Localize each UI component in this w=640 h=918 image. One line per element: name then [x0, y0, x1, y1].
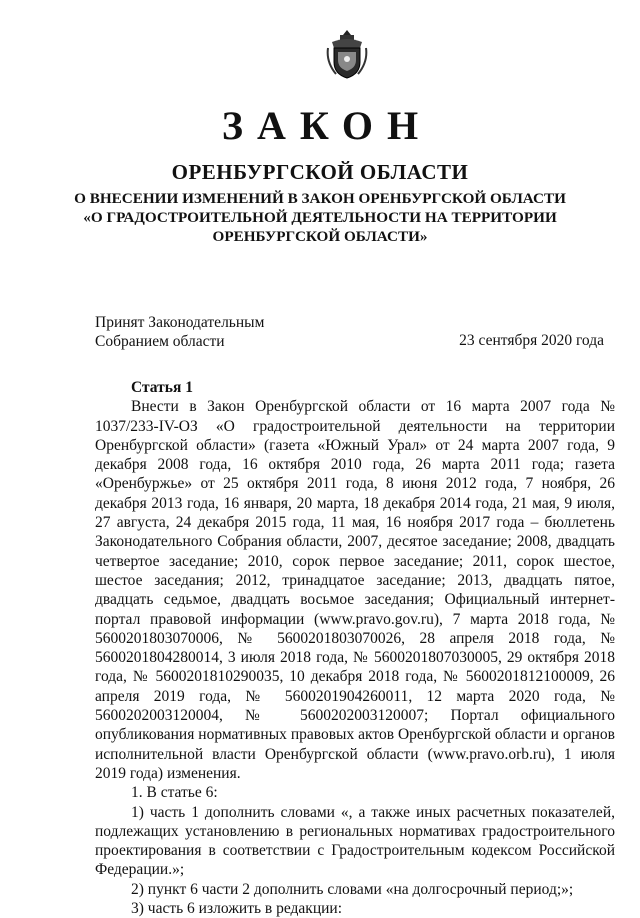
adoption-date: 23 сентября 2020 года: [459, 332, 604, 349]
point-1: 1. В статье 6:: [131, 784, 218, 802]
adoption-line: Принят Законодательным: [95, 314, 265, 331]
law-body: [95, 378, 615, 918]
document-type-title: ЗАКОН: [221, 103, 433, 148]
law-subtitle: [60, 189, 580, 246]
article-heading: Статья 1: [131, 379, 193, 396]
adoption-line: Собранием области: [95, 333, 225, 350]
subpoint-1: 1) часть 1 дополнить словами «, а также иных расчетных показателей, подлежащих установлению в региональных нормативах градостроительного проектирования в соответствии с Градостроительным кодексом Российской Федерации.»;: [95, 803, 615, 879]
adoption-note: [95, 313, 264, 351]
subtitle-line: ОРЕНБУРГСКОЙ ОБЛАСТИ»: [212, 228, 428, 245]
coat-of-arms-icon: [326, 28, 368, 82]
subpoint-2: 2) пункт 6 части 2 дополнить словами «на долгосрочный период;»;: [131, 880, 574, 898]
subtitle-line: О ВНЕСЕНИИ ИЗМЕНЕНИЙ В ЗАКОН ОРЕНБУРГСКОЙ ОБЛАСТИ: [74, 190, 566, 207]
subpoint-3: 3) часть 6 изложить в редакции:: [131, 900, 343, 918]
subtitle-line: «О ГРАДОСТРОИТЕЛЬНОЙ ДЕЯТЕЛЬНОСТИ НА ТЕРРИТОРИИ: [83, 209, 557, 226]
article-intro-paragraph: Внести в Закон Оренбургской области от 16 марта 2007 года № 1037/233-IV-ОЗ «О градостроительной деятельности на территории Оренбургской области» (газета «Южный Урал» от 24 марта 2007 года, 9 декабря 2008 года, 16 октября 2010 года, 26 марта 2011 года; газета «Оренбуржье» от 25 октября 2011 года, 8 июня 2012 года, 7 ноября, 26 декабря 2013 года, 16 января, 20 марта, 18 декабря 2014 года, 21 мая, 9 июля, 27 августа, 24 декабря 2015 года, 11 мая, 16 ноября 2017 года – бюллетень Законодательного Собрания области, 2007, десятое заседание; 2008, двадцать четвертое заседание; 2010, сорок первое заседание; 2011, сорок шестое, шестое заседания; 2012, тринадцатое заседание; 2013, двадцать пятое, двадцать седьмое, двадцать восьмое заседания; Официальный интернет-портал правовой информации (www.pravo.gov.ru), 7 марта 2018 года, № 5600201803070006, № 5600201803070026, 28 апреля 2018 года, № 5600201804280014, 3 июля 2018 года, № 5600201807030005, 29 октября 2018 года, № 5600201810290035, 10 декабря 2018 года, № 5600201812100009, 26 апреля 2019 года, № 5600201904260011, 12 марта 2020 года, № 5600202003120004, № 5600202003120007; Портал официального опубликования нормативных правовых актов Оренбургской области и органов исполнительной власти Оренбургской области (www.pravo.orb.ru), 1 июля 2019 года) изменения.: [95, 398, 615, 782]
region-title: ОРЕНБУРГСКОЙ ОБЛАСТИ: [171, 160, 469, 184]
